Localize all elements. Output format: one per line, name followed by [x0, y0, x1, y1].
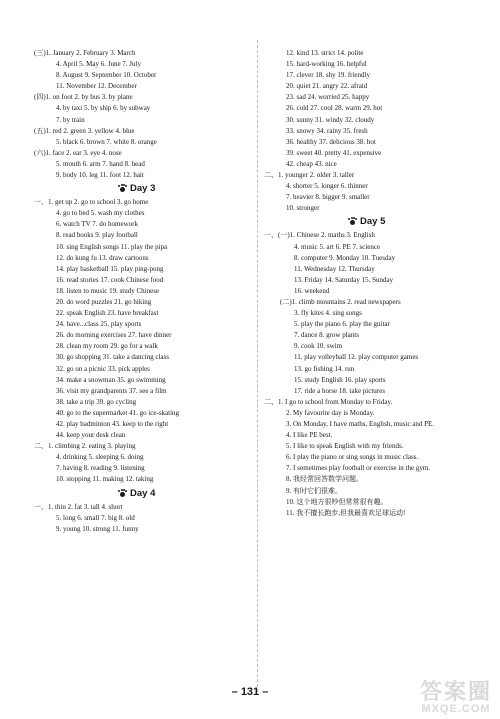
day-heading: [264, 214, 494, 230]
column-divider: [257, 40, 258, 692]
watermark-title: 答案圈: [419, 679, 492, 704]
answer-line: 40. go to the supermarket 41. go ice-skating: [56, 408, 180, 417]
answer-line: 9. 有时它们很难。: [286, 486, 342, 495]
answer-line: 32. go on a picnic 33. pick apples: [56, 364, 150, 373]
answer-line: 10. sing English songs 11. play the pipa: [56, 242, 168, 251]
answer-line: 2. My favourite day is Monday.: [286, 408, 375, 417]
day-heading: [34, 486, 250, 502]
watermark: [420, 681, 492, 715]
answer-line: 3. On Monday, I have maths, English, music and PE.: [286, 420, 435, 428]
answer-line: 一、1. get up 2. go to school 3. go home: [34, 198, 149, 207]
answer-line: 4. go to bed 5. wash my clothes: [56, 209, 145, 218]
answer-line: 4. music 5. art 6. PE 7. science: [294, 242, 381, 251]
answer-line: 8. computer 9. Monday 10. Tuesday: [294, 253, 396, 262]
answer-line: 16. read stories 17. cook Chinese food: [56, 275, 164, 284]
answer-line: 10. stopping 11. making 12. taking: [56, 475, 154, 484]
answer-line: 30. sunny 31. windy 32. cloudy: [286, 115, 375, 124]
left-column: [34, 48, 250, 535]
answer-line: 二、1. I go to school from Monday to Friday.: [264, 397, 393, 406]
paw-icon: [118, 184, 127, 192]
answer-line: 11. November 12. December: [56, 82, 137, 91]
paw-icon: [118, 489, 127, 497]
answer-line: 26. cold 27. cool 28. warm 29. hot: [286, 104, 383, 113]
answer-line: 30. go shopping 31. take a dancing class: [56, 353, 169, 362]
answer-line: 23. sad 24. worried 25. happy: [286, 93, 370, 102]
answer-line: 7. heavier 8. bigger 9. smaller: [286, 193, 370, 202]
answer-line: 5. long 6. small 7. big 8. old: [56, 513, 135, 522]
answer-line: 4. I like PE best.: [286, 431, 333, 440]
answer-line: 13. go fishing 14. run: [294, 364, 355, 373]
answer-line: 20. do word puzzles 21. go hiking: [56, 297, 152, 306]
paw-icon: [348, 217, 357, 225]
answer-line: 18. listen to music 19. study Chinese: [56, 286, 160, 295]
answer-line: 9. cook 10. swim: [294, 342, 343, 351]
answer-line: 4. by taxi 5. by ship 6. by subway: [56, 104, 151, 113]
answer-line: 36. visit my grandparents 37. see a film: [56, 386, 167, 395]
page-number: – 131 –: [231, 686, 269, 698]
answer-line: 4. drinking 5. sleeping 6. doing: [56, 453, 144, 462]
answer-line: 11. Wednesday 12. Thursday: [294, 264, 375, 273]
answer-line: 5. black 6. brown 7. white 8. orange: [56, 137, 157, 146]
answer-line: 3. fly kites 4. sing songs: [294, 309, 362, 318]
answer-line: 42. play badminton 43. keep to the right: [56, 420, 169, 428]
watermark-url: MXQE.COM: [421, 703, 491, 715]
answer-line: 13. Friday 14. Saturday 15. Sunday: [294, 275, 394, 284]
answer-line: 8. 我经常回答数学问题。: [286, 475, 363, 484]
answer-line: 6. I play the piano or sing songs in music class.: [286, 453, 419, 462]
answer-line: 11. play volleyball 12. play computer games: [294, 353, 419, 362]
answer-line: (四)1. on foot 2. by bus 3. by plane: [34, 93, 133, 102]
answer-line: 10. 这个地方很吵但常常很有趣。: [286, 497, 388, 506]
answer-line: 8. August 9. September 10. October: [56, 71, 157, 80]
answer-line: 一、1. thin 2. fat 3. tall 4. short: [34, 502, 123, 511]
day-heading-text: Day 4: [130, 487, 156, 499]
answer-line: (三)1. January 2. February 3. March: [34, 49, 136, 57]
answer-line: 6. watch TV 7. do homework: [56, 220, 138, 229]
day-heading: [34, 181, 250, 197]
answer-line: 15. hard-working 16. helpful: [286, 60, 367, 69]
answer-line: 20. quiet 21. angry 22. afraid: [286, 82, 368, 91]
answer-line: 39. sweet 40. pretty 41. expensive: [286, 148, 382, 157]
answer-line: 4. shorter 5. longer 6. thinner: [286, 182, 368, 191]
answer-line: 33. snowy 34. rainy 35. fresh: [286, 126, 368, 135]
answer-line: 7. dance 8. grow plants: [294, 331, 359, 340]
answer-line: 28. clean my room 29. go for a walk: [56, 342, 158, 351]
answer-line: 14. play basketball 15. play ping-pong: [56, 264, 164, 273]
answer-line: 24. have...class 25. play sports: [56, 320, 142, 329]
answer-line: 12. kind 13. strict 14. polite: [286, 49, 364, 57]
answer-line: (二)1. climb mountains 2. read newspapers: [280, 297, 401, 306]
answer-line: 一、(一)1. Chinese 2. maths 3. English: [264, 231, 375, 240]
answer-line: 10. stronger: [286, 204, 320, 213]
answer-line: 5. I like to speak English with my friends.: [286, 442, 404, 451]
answer-line: 16. weekend: [294, 286, 330, 295]
right-column: [264, 48, 494, 519]
answer-line: 26. do morning exercises 27. have dinner: [56, 331, 172, 340]
answer-line: 12. do kung fu 13. draw cartoons: [56, 253, 149, 262]
answer-line: 二、1. climbing 2. eating 3. playing: [34, 442, 136, 451]
answer-line: 11. 我不擅长跑步,但我最喜欢足球运动!: [286, 508, 406, 517]
answer-line: 二、1. younger 2. older 3. taller: [264, 171, 355, 180]
answer-line: 34. make a snowman 35. go swimming: [56, 375, 166, 384]
answer-line: 7. by train: [56, 115, 85, 124]
answer-line: (五)1. red 2. green 3. yellow 4. blue: [34, 126, 135, 135]
answer-line: 22. speak English 23. have breakfast: [56, 309, 159, 318]
answer-line: 9. body 10. leg 11. foot 12. hair: [56, 171, 145, 180]
answer-line: 42. cheap 43. nice: [286, 159, 337, 168]
day-heading-text: Day 3: [130, 183, 156, 195]
answer-line: (六)1. face 2. ear 3. eye 4. nose: [34, 148, 122, 157]
answer-line: 17. clever 18. shy 19. friendly: [286, 71, 370, 80]
answer-line: 5. play the piano 6. play the guitar: [294, 320, 390, 329]
answer-line: 44. keep your desk clean: [56, 431, 126, 440]
answer-line: 7. I sometimes play football or exercise in the gym.: [286, 464, 431, 473]
answer-line: 4. April 5. May 6. June 7. July: [56, 60, 141, 69]
answer-line: 7. having 8. reading 9. listening: [56, 464, 145, 473]
answer-line: 15. study English 16. play sports: [294, 375, 386, 384]
answer-line: 36. healthy 37. delicious 38. hot: [286, 137, 376, 146]
answer-line: 17. ride a horse 18. take pictures: [294, 386, 385, 395]
answer-line: 9. young 10. strong 11. funny: [56, 524, 139, 533]
answer-line: 38. take a trip 39. go cycling: [56, 397, 137, 406]
answer-line: 8. read books 9. play football: [56, 231, 138, 240]
day-heading-text: Day 5: [360, 216, 386, 228]
answer-line: 5. mouth 6. arm 7. hand 8. head: [56, 159, 145, 168]
